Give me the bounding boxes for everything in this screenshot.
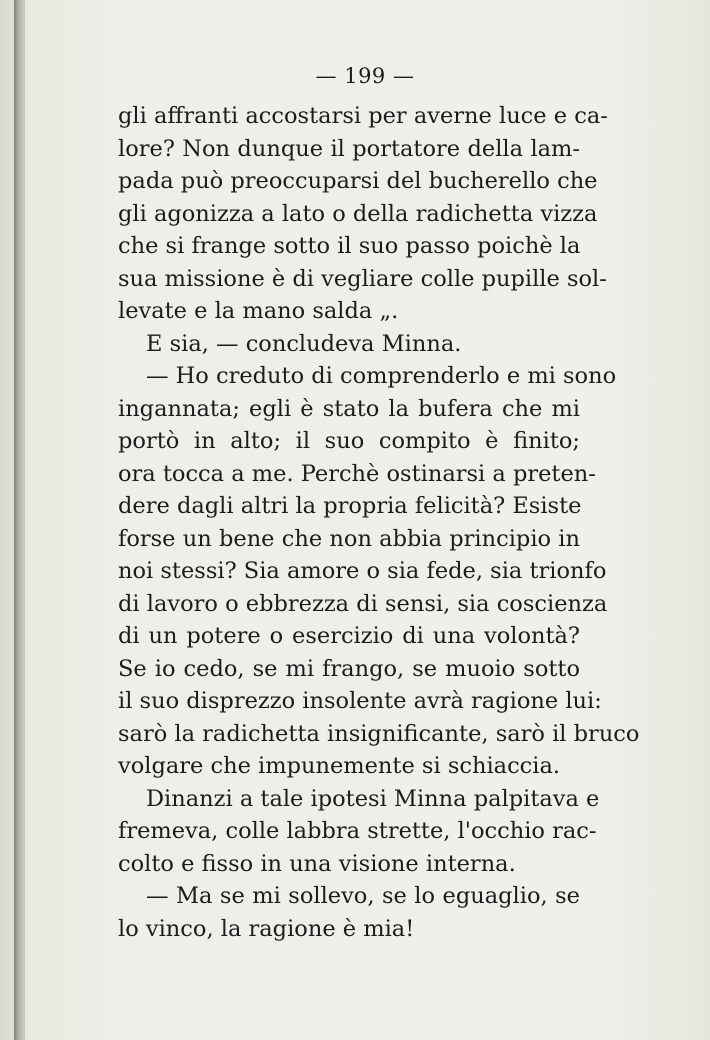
text-line: di un potere o esercizio di una volontà? xyxy=(118,623,580,649)
text-line: gli agonizza a lato o della radichetta vizza xyxy=(118,200,598,227)
text-line: che si frange sotto il suo passo poichè la xyxy=(118,233,581,259)
text-line: ora tocca a me. Perchè ostinarsi a preten- xyxy=(118,460,596,487)
book-gutter-edge xyxy=(22,0,25,1040)
text-line: ingannata; egli è stato la bufera che mi xyxy=(118,395,580,422)
page-number: — 199 — xyxy=(315,64,415,88)
text-line: forse un bene che non abbia principio in xyxy=(118,525,580,552)
text-line: sua missione è di vegliare colle pupille sol- xyxy=(118,265,607,292)
text-line: dere dagli altri la propria felicità? Esiste xyxy=(118,493,582,519)
text-line: volgare che impunemente si schiaccia. xyxy=(118,753,561,779)
text-line: — Ho creduto di comprenderlo e mi sono xyxy=(146,363,617,389)
text-line: — Ma se mi sollevo, se lo eguaglio, se xyxy=(146,883,580,909)
text-line: levate e la mano salda „. xyxy=(118,298,399,324)
text-line: di lavoro o ebbrezza di sensi, sia coscienza xyxy=(118,590,608,617)
text-line: pada può preoccuparsi del bucherello che xyxy=(118,168,598,194)
text-line: sarò la radichetta insignificante, sarò il bruco xyxy=(118,720,640,747)
text-line: colto e fisso in una visione interna. xyxy=(118,850,516,877)
text-line: E sia, — concludeva Minna. xyxy=(146,330,462,357)
text-line: Dinanzi a tale ipotesi Minna palpitava e xyxy=(146,785,600,812)
text-line: gli affranti accostarsi per averne luce e ca- xyxy=(118,103,608,129)
body-text xyxy=(118,100,640,945)
text-line: Se io cedo, se mi frango, se muoio sotto xyxy=(118,655,580,682)
text-line: lore? Non dunque il portatore della lam- xyxy=(118,135,580,162)
text-line: noi stessi? Sia amore o sia fede, sia trionfo xyxy=(118,558,607,584)
text-line: fremeva, colle labbra strette, l'occhio rac- xyxy=(118,818,597,844)
book-spine-shadow xyxy=(14,0,22,1040)
text-line: portò in alto; il suo compito è finito; xyxy=(118,428,580,454)
text-line: il suo disprezzo insolente avrà ragione lui: xyxy=(118,688,602,714)
text-line: lo vinco, la ragione è mia! xyxy=(118,915,415,942)
